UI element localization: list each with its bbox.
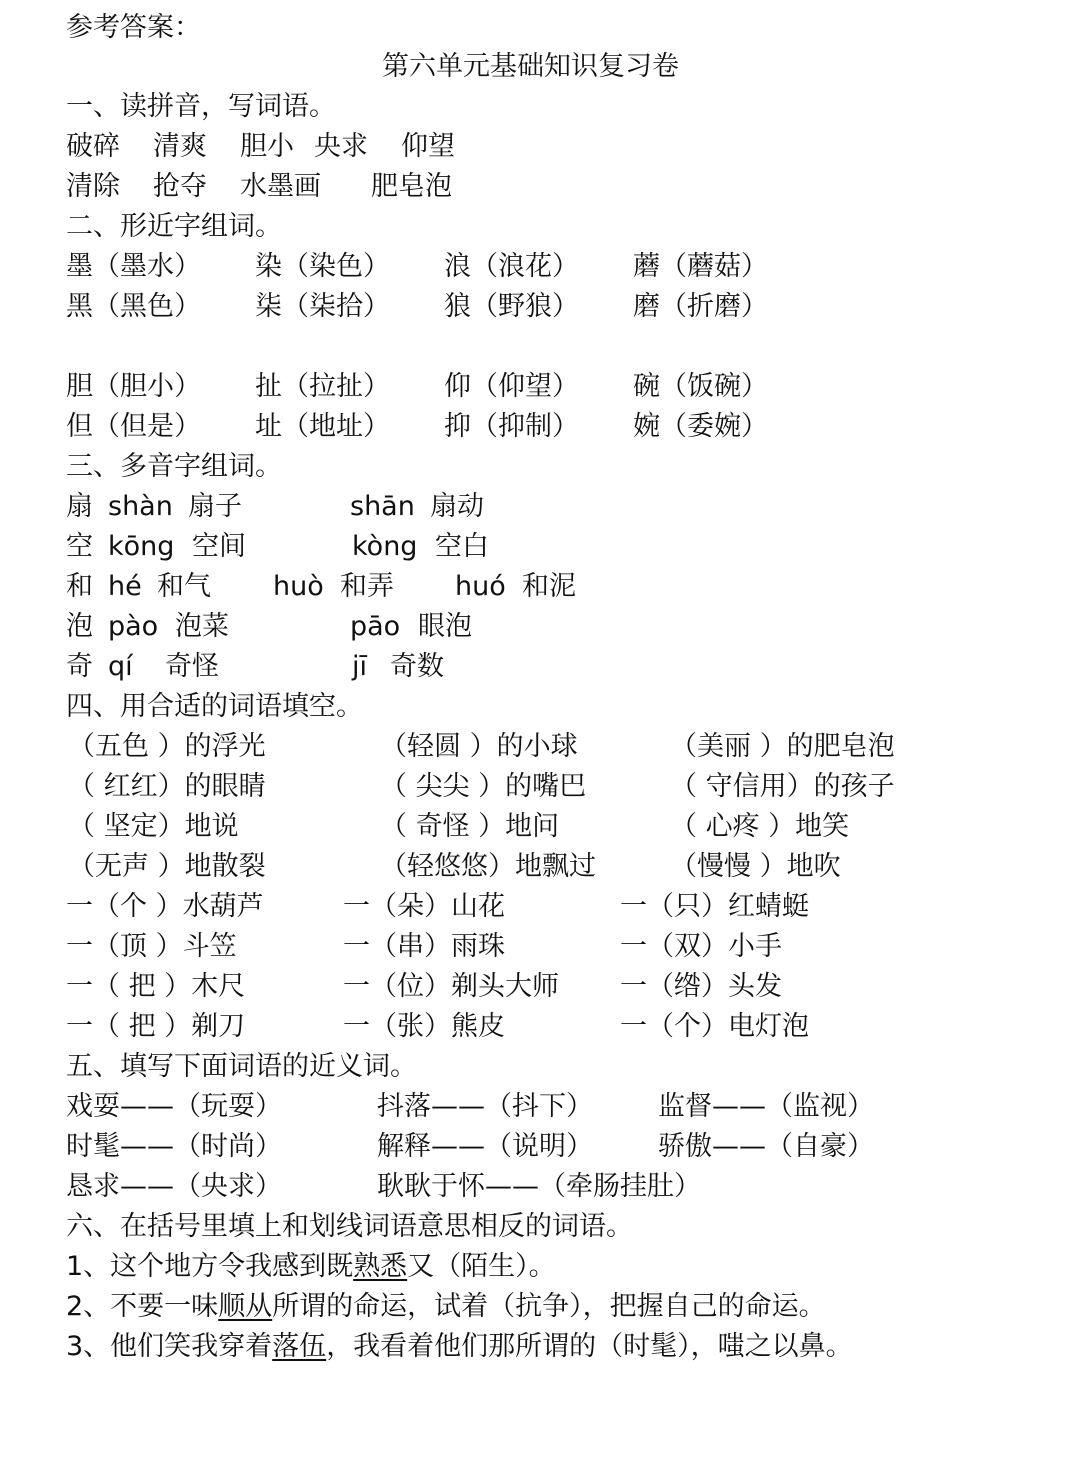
synonym-row [0,1167,1080,1207]
synonym-item: 监督——（监视） [658,1091,874,1122]
measure-item: 一（张）熊皮 [343,1011,505,1042]
synonym-item: 恳求——（央求） [66,1171,282,1202]
sentence-text: 又（陌生）。 [407,1251,556,1282]
entry: 扯（拉扯） [255,371,390,402]
word: 肥皂泡 [371,171,452,202]
measure-item: 一（ 把 ）木尺 [66,971,246,1002]
section-1-row [0,167,1080,207]
fill-item: （慢慢 ）地吹 [670,851,841,882]
word: 奇数 [390,651,444,682]
character: 扇 [66,491,93,522]
measure-item: 一（串）雨珠 [343,931,505,962]
word: 抢夺 [153,171,207,202]
word: 清爽 [153,131,207,162]
entry: 胆（胆小） [66,371,201,402]
section-4-heading: 四、用合适的词语填空。 [66,691,363,722]
pinyin: huò [273,571,324,602]
entry: 磨（折磨） [633,291,768,322]
word: 清除 [66,171,120,202]
measure-row [0,887,1080,927]
entry: 染（染色） [255,251,390,282]
fill-item: （轻圆 ）的小球 [380,731,578,762]
fill-item: （无声 ）地散裂 [68,851,266,882]
word: 奇怪 [165,651,219,682]
fill-item: （ 尖尖 ）的嘴巴 [380,771,587,802]
word: 扇子 [188,491,242,522]
fill-item: （美丽 ）的肥皂泡 [670,731,895,762]
fill-item: （ 坚定）地说 [68,811,239,842]
word: 仰望 [401,131,455,162]
pinyin: shàn [108,491,173,522]
polyphone-row [0,607,1080,647]
antonym-sentence [66,1327,853,1367]
measure-row [0,927,1080,967]
entry: 碗（饭碗） [633,371,768,402]
entry: 狼（野狼） [444,291,579,322]
answer-key-label: 参考答案： [66,12,201,43]
word: 和弄 [340,571,394,602]
pinyin: kòng [352,531,418,562]
polyphone-row [0,487,1080,527]
word: 泡菜 [175,611,229,642]
character: 奇 [66,651,93,682]
polyphone-row [0,527,1080,567]
underlined-word: 落伍 [272,1331,327,1362]
synonym-row [0,1087,1080,1127]
entry: 址（地址） [255,411,390,442]
underlined-word: 熟悉 [353,1251,408,1282]
fill-item: （ 守信用）的孩子 [670,771,895,802]
pinyin: huó [455,571,506,602]
fill-item: （五色 ）的浮光 [68,731,266,762]
word: 空间 [192,531,246,562]
measure-item: 一（顶 ）斗笠 [66,931,237,962]
section-2-row [0,367,1080,407]
section-2-row [0,247,1080,287]
section-5-heading: 五、填写下面词语的近义词。 [66,1051,417,1082]
page-title: 第六单元基础知识复习卷 [382,51,679,82]
entry: 婉（委婉） [633,411,768,442]
fill-item: （轻悠悠）地飘过 [380,851,596,882]
entry: 柒（柒拾） [255,291,390,322]
pinyin: jī [352,651,368,682]
underlined-word: 顺从 [218,1291,273,1322]
character: 空 [66,531,93,562]
measure-row [0,967,1080,1007]
fill-item: （ 红红）的眼睛 [68,771,266,802]
section-2-row [0,407,1080,447]
pinyin: pāo [350,611,401,642]
section-6-heading: 六、在括号里填上和划线词语意思相反的词语。 [66,1211,633,1242]
section-3-heading: 三、多音字组词。 [66,451,282,482]
fill-row [0,767,1080,807]
word: 扇动 [430,491,484,522]
measure-item: 一（个 ）水葫芦 [66,891,264,922]
sentence-text: 3、他们笑我穿着 [66,1331,273,1362]
fill-row [0,807,1080,847]
antonym-sentence [66,1287,826,1327]
pinyin: hé [108,571,142,602]
section-1-row [0,127,1080,167]
polyphone-row [0,647,1080,687]
word: 胆小 [240,131,294,162]
word: 央求 [314,131,368,162]
sentence-text: 所谓的命运，试着（抗争），把握自己的命运。 [272,1291,826,1322]
polyphone-row [0,567,1080,607]
synonym-item: 时髦——（时尚） [66,1131,282,1162]
pinyin: kōng [108,531,175,562]
measure-item: 一（ 把 ）剃刀 [66,1011,246,1042]
fill-item: （ 奇怪 ）地问 [380,811,560,842]
measure-item: 一（双）小手 [620,931,782,962]
entry: 但（但是） [66,411,201,442]
synonym-item: 抖落——（抖下） [377,1091,593,1122]
fill-item: （ 心疼 ）地笑 [670,811,850,842]
pinyin: qí [108,651,133,682]
sentence-text: 1、这个地方令我感到既 [66,1251,354,1282]
fill-row [0,727,1080,767]
sentence-text: ，我看着他们那所谓的（时髦），嗤之以鼻。 [326,1331,853,1362]
word: 和泥 [522,571,576,602]
character: 泡 [66,611,93,642]
synonym-item: 戏耍——（玩耍） [66,1091,282,1122]
measure-item: 一（位）剃头大师 [343,971,559,1002]
word: 破碎 [66,131,120,162]
entry: 浪（浪花） [444,251,579,282]
entry: 仰（仰望） [444,371,579,402]
entry: 蘑（蘑菇） [633,251,768,282]
character: 和 [66,571,93,602]
word: 水墨画 [240,171,321,202]
synonym-item: 解释——（说明） [377,1131,593,1162]
entry: 黑（黑色） [66,291,201,322]
section-1-heading: 一、读拼音，写词语。 [66,91,336,122]
synonym-item: 骄傲——（自豪） [658,1131,874,1162]
measure-item: 一（只）红蜻蜓 [620,891,809,922]
section-2-row [0,287,1080,327]
measure-item: 一（朵）山花 [343,891,505,922]
measure-item: 一（个）电灯泡 [620,1011,809,1042]
pinyin: shān [350,491,415,522]
fill-row [0,847,1080,887]
synonym-item: 耿耿于怀——（牵肠挂肚） [377,1171,701,1202]
word: 眼泡 [418,611,472,642]
synonym-row [0,1127,1080,1167]
pinyin: pào [108,611,159,642]
entry: 抑（抑制） [444,411,579,442]
word: 空白 [435,531,489,562]
section-2-heading: 二、形近字组词。 [66,211,282,242]
word: 和气 [157,571,211,602]
measure-item: 一（绺）头发 [620,971,782,1002]
measure-row [0,1007,1080,1047]
entry: 墨（墨水） [66,251,201,282]
sentence-text: 2、不要一味 [66,1291,219,1322]
antonym-sentence [66,1247,556,1287]
